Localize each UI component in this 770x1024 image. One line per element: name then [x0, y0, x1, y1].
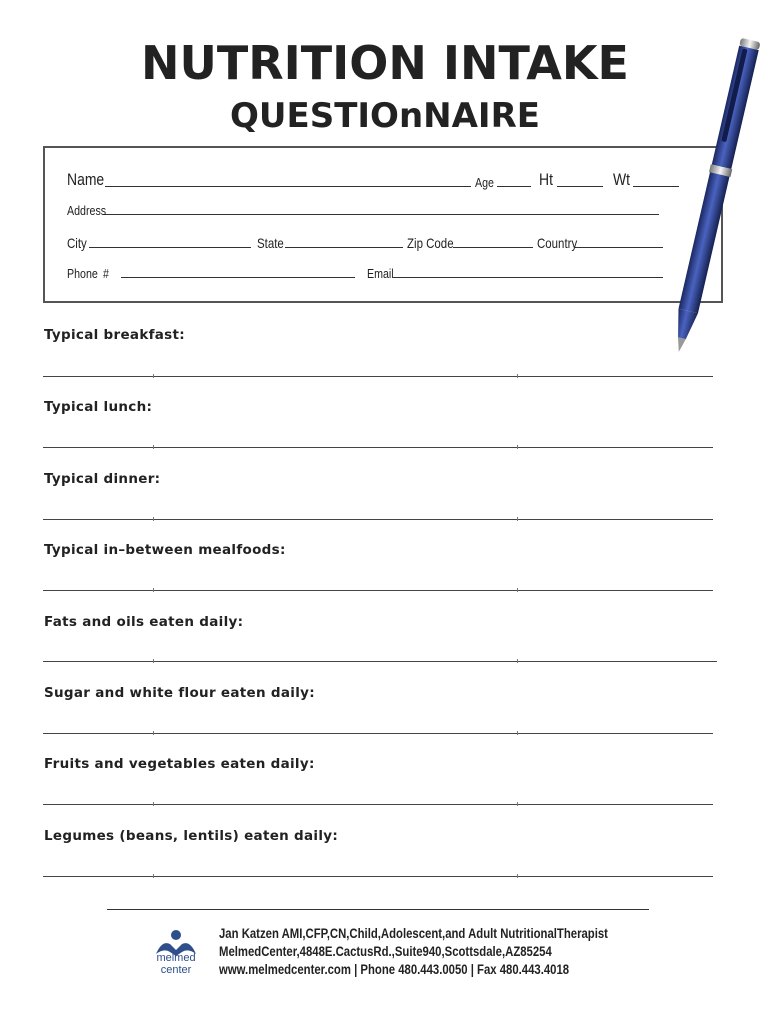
age-label: Age	[475, 175, 494, 190]
answer-line-tick	[153, 874, 154, 878]
phone-row	[67, 266, 667, 281]
section-label-snacks: Typical in–between mealfoods:	[44, 542, 286, 558]
answer-line-tick	[517, 731, 518, 735]
answer-line-tick	[153, 374, 154, 378]
footer-credentials: Jan Katzen AMI,CFP,CN,Child,Adolescent,and Adult NutritionalTherapist	[219, 926, 608, 941]
answer-line-tick	[517, 659, 518, 663]
section-label-sugar: Sugar and white flour eaten daily:	[44, 685, 315, 701]
answer-line-tick	[153, 588, 154, 592]
logo-text	[148, 952, 204, 976]
answer-line-fats[interactable]	[43, 661, 717, 662]
answer-line-tick	[517, 517, 518, 521]
contact-info-box	[43, 146, 723, 303]
state-field[interactable]	[285, 246, 403, 248]
phone-field[interactable]	[121, 276, 355, 278]
page-subtitle: QUESTIOnNAIRE	[229, 96, 540, 136]
address-field[interactable]	[103, 213, 659, 215]
zip-label: Zip Code	[407, 235, 454, 251]
name-label: Name	[67, 170, 105, 189]
answer-line-tick	[517, 445, 518, 449]
pen-icon	[660, 30, 770, 360]
address-row	[67, 203, 663, 218]
answer-line-tick	[153, 517, 154, 521]
answer-line-dinner[interactable]	[43, 519, 713, 520]
zip-field[interactable]	[453, 246, 533, 248]
name-field[interactable]	[105, 185, 471, 187]
phone-hash: #	[103, 266, 109, 281]
footer-address: MelmedCenter,4848E.CactusRd.,Suite940,Scottsdale,AZ85254	[219, 944, 552, 959]
footer-divider	[107, 909, 649, 910]
city-field[interactable]	[89, 246, 251, 248]
height-field[interactable]	[557, 185, 603, 187]
answer-line-tick	[517, 874, 518, 878]
answer-line-tick	[153, 659, 154, 663]
email-label: Email	[367, 266, 394, 281]
logo-text-line2: center	[160, 964, 192, 976]
answer-line-tick	[517, 374, 518, 378]
country-label: Country	[537, 235, 578, 251]
email-field[interactable]	[393, 276, 663, 278]
name-row	[67, 170, 683, 190]
state-label: State	[257, 235, 284, 251]
section-label-fats: Fats and oils eaten daily:	[44, 614, 244, 630]
section-label-legumes: Legumes (beans, lentils) eaten daily:	[44, 828, 339, 844]
answer-line-fruits[interactable]	[43, 804, 713, 805]
height-label: Ht	[539, 170, 553, 189]
answer-line-breakfast[interactable]	[43, 376, 713, 377]
answer-line-snacks[interactable]	[43, 590, 713, 591]
section-label-dinner: Typical dinner:	[44, 471, 161, 487]
city-row	[67, 235, 667, 251]
footer-contact: www.melmedcenter.com | Phone 480.443.0050 | Fax 480.443.4018	[219, 962, 570, 977]
answer-line-tick	[153, 445, 154, 449]
section-label-lunch: Typical lunch:	[44, 399, 153, 415]
section-label-fruits: Fruits and vegetables eaten daily:	[44, 756, 315, 772]
city-label: City	[67, 235, 87, 251]
country-field[interactable]	[575, 246, 663, 248]
weight-label: Wt	[613, 170, 631, 189]
address-label: Address	[67, 203, 107, 218]
phone-label: Phone	[67, 266, 98, 281]
answer-line-tick	[153, 731, 154, 735]
logo-text-line1: melmed	[156, 952, 196, 964]
answer-line-legumes[interactable]	[43, 876, 713, 877]
answer-line-tick	[153, 802, 154, 806]
answer-line-tick	[517, 802, 518, 806]
age-field[interactable]	[497, 185, 531, 187]
answer-line-tick	[517, 588, 518, 592]
answer-line-sugar[interactable]	[43, 733, 713, 734]
section-label-breakfast: Typical breakfast:	[44, 327, 185, 343]
page-title: NUTRITION INTAKE	[141, 36, 629, 90]
answer-line-lunch[interactable]	[43, 447, 713, 448]
